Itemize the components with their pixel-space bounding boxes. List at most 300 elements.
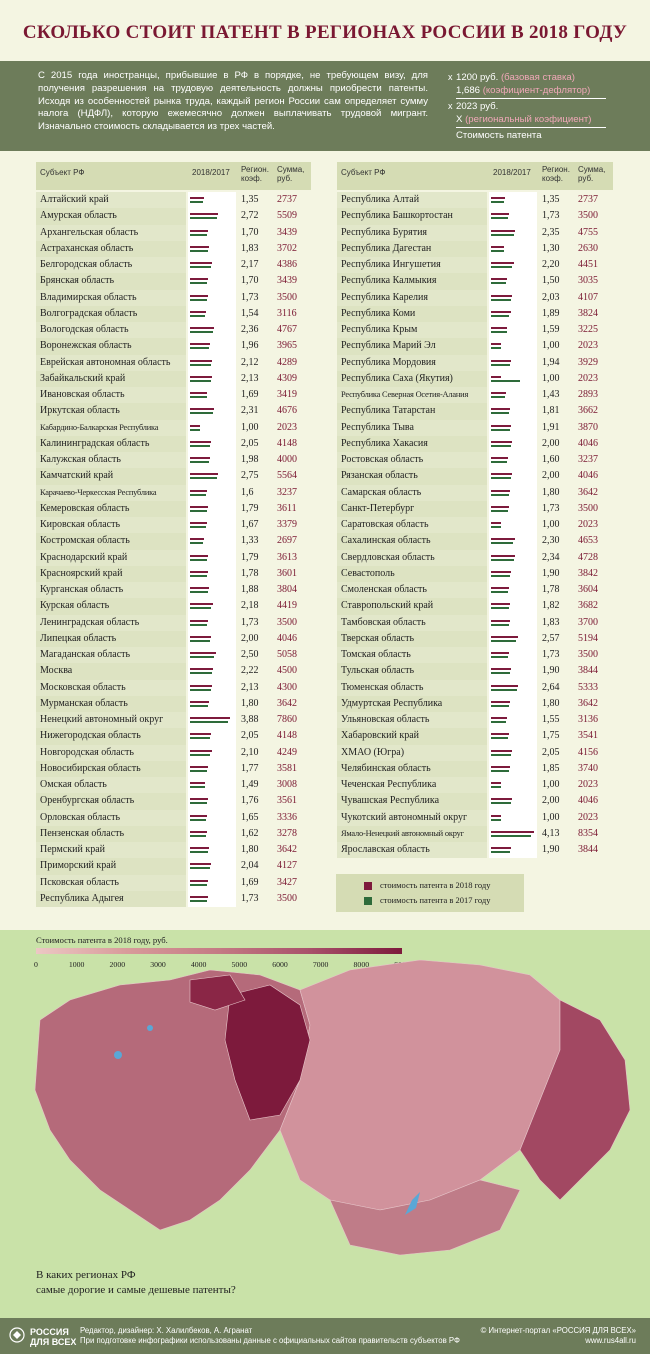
bar-zone [188, 712, 236, 728]
bar-2018 [190, 896, 208, 898]
coef-value: 1,50 [542, 275, 560, 287]
bar-zone [489, 517, 537, 533]
bar-2018 [190, 668, 213, 670]
bar-zone [489, 306, 537, 322]
bar-2018 [491, 701, 510, 703]
bar-2017 [491, 607, 509, 609]
sum-value: 3965 [277, 340, 297, 352]
coef-value: 2,00 [542, 437, 560, 449]
table-row [337, 225, 613, 241]
bar-2018 [491, 197, 505, 199]
coef-value: 1,54 [241, 307, 259, 319]
coef-value: 1,85 [542, 762, 560, 774]
coef-value: 2,00 [542, 795, 560, 807]
multiply-icon: x [448, 101, 453, 111]
bar-2017 [491, 266, 512, 268]
region-name: Рязанская область [341, 470, 418, 482]
region-name: Чувашская Республика [341, 795, 440, 807]
coef-value: 3,88 [241, 714, 259, 725]
sum-value: 5058 [277, 649, 297, 660]
region-name: Москва [40, 665, 73, 677]
bar-2018 [491, 798, 512, 800]
bar-2017 [491, 705, 509, 707]
coef-value: 1,83 [241, 242, 259, 254]
sum-value: 4728 [578, 551, 598, 563]
coef-value: 1,30 [542, 242, 560, 254]
bar-2018 [491, 311, 511, 313]
bar-2018 [491, 831, 534, 833]
sum-value: 3500 [578, 210, 598, 222]
bar-2017 [190, 477, 217, 479]
bar-zone [188, 777, 236, 793]
page-title: СКОЛЬКО СТОИТ ПАТЕНТ В РЕГИОНАХ РОССИИ В 2018 ГОДУ [22, 22, 628, 43]
region-name: Республика Тыва [341, 421, 414, 433]
coef-value: 1,75 [542, 730, 560, 742]
table-row [337, 338, 613, 354]
region-name: Республика Марий Эл [341, 340, 436, 352]
table-row [36, 290, 311, 306]
sum-value: 3601 [277, 567, 297, 579]
coef-value: 2,75 [241, 470, 259, 482]
coef-value: 1,89 [542, 307, 560, 319]
bar-2017 [491, 510, 508, 512]
bar-2017 [491, 445, 511, 447]
sum-value: 2023 [578, 811, 598, 823]
sum-value: 3561 [277, 795, 297, 807]
coef-value: 1,91 [542, 421, 560, 433]
region-name: Республика Крым [341, 324, 418, 335]
table-row [36, 550, 311, 566]
bar-2017 [491, 461, 507, 463]
coef-value: 1,77 [241, 762, 259, 774]
region-name: Липецкая область [40, 632, 117, 644]
bar-2018 [491, 636, 518, 638]
bar-2017 [491, 591, 508, 593]
bar-2017 [190, 445, 210, 447]
coef-value: 1,80 [241, 844, 259, 855]
sum-value: 4500 [277, 665, 297, 677]
table-row [36, 663, 311, 679]
sum-value: 4046 [277, 632, 297, 644]
table-row [36, 533, 311, 549]
bar-zone [188, 582, 236, 598]
bar-zone [188, 403, 236, 419]
sum-value: 3870 [578, 421, 598, 433]
bar-2018 [190, 766, 208, 768]
coef-value: 1,94 [542, 356, 560, 368]
logo-icon [8, 1326, 26, 1344]
table-row [36, 420, 311, 436]
region-name: Омская область [40, 779, 107, 790]
sum-value: 3842 [578, 567, 598, 579]
table-row [36, 680, 311, 696]
table-row [337, 485, 613, 501]
legend-label-2017: стоимость патента в 2017 году [380, 895, 491, 905]
table-row [337, 777, 613, 793]
bar-2017 [491, 786, 501, 788]
map-lake [114, 1051, 122, 1059]
region-name: Свердловская область [341, 551, 435, 563]
coef-value: 1,62 [241, 827, 259, 839]
bar-2017 [491, 526, 501, 528]
bar-2017 [491, 494, 509, 496]
bar-2017 [491, 542, 513, 544]
bar-2018 [491, 815, 501, 817]
table-row [337, 712, 613, 728]
region-name: Астраханская область [40, 242, 134, 254]
bar-2017 [491, 640, 516, 642]
bar-zone [188, 842, 236, 858]
sum-value: 2737 [578, 194, 598, 205]
bar-zone [188, 761, 236, 777]
table-row [337, 371, 613, 387]
map-region-siberia [280, 960, 560, 1210]
bar-2018 [190, 278, 208, 280]
bar-2017 [491, 331, 507, 333]
region-name: Республика Коми [341, 307, 416, 319]
coef-value: 1,96 [241, 340, 259, 352]
sum-value: 2023 [578, 779, 598, 790]
coef-value: 1,00 [542, 372, 560, 384]
region-name: Архангельская область [40, 226, 139, 238]
bar-2017 [190, 396, 207, 398]
table-left [36, 162, 311, 914]
bar-zone [489, 241, 537, 257]
table-right [337, 162, 613, 864]
table-row [337, 517, 613, 533]
bar-2018 [190, 343, 210, 345]
region-name: Челябинская область [341, 762, 431, 774]
sum-value: 4046 [578, 795, 598, 807]
region-name: Кабардино-Балкарская Республика [40, 422, 159, 432]
bar-zone [489, 225, 537, 241]
coef-value: 1,98 [241, 454, 259, 465]
coef-value: 1,90 [542, 567, 560, 579]
bar-2018 [190, 376, 212, 378]
region-name: Республика Татарстан [341, 405, 436, 417]
table-row [36, 241, 311, 257]
bar-zone [489, 745, 537, 761]
bar-zone [489, 777, 537, 793]
bar-zone [188, 810, 236, 826]
bar-2018 [491, 620, 510, 622]
coef-value: 2,50 [241, 649, 259, 660]
coef-value: 2,10 [241, 746, 259, 758]
table-row [36, 257, 311, 273]
sum-value: 2737 [277, 194, 297, 205]
sum-value: 4451 [578, 259, 598, 270]
bar-2018 [491, 441, 512, 443]
bar-2018 [190, 555, 208, 557]
bar-2017 [190, 819, 206, 821]
region-name: Мурманская область [40, 697, 128, 709]
region-name: Тульская область [341, 665, 415, 677]
sum-value: 3136 [578, 714, 598, 725]
coef-value: 1,73 [542, 649, 560, 660]
coef-value: 2,20 [542, 259, 560, 270]
table-row [36, 891, 311, 907]
sum-value: 3824 [578, 307, 598, 319]
bar-2018 [491, 555, 515, 557]
bar-2018 [491, 717, 507, 719]
table-row [36, 322, 311, 338]
scale-tick: 2000 [109, 960, 126, 969]
bar-2018 [190, 685, 212, 687]
region-name: Орловская область [40, 811, 121, 823]
sum-value: 3419 [277, 389, 297, 400]
bar-zone [188, 647, 236, 663]
sum-value: 3008 [277, 779, 297, 790]
scale-tick: 4000 [190, 960, 207, 969]
sum-value: 4046 [578, 437, 598, 449]
bar-2017 [190, 591, 208, 593]
bar-2017 [190, 510, 207, 512]
bar-2018 [190, 213, 218, 215]
bar-2017 [190, 689, 211, 691]
region-name: Краснодарский край [40, 551, 128, 563]
bar-2018 [190, 571, 208, 573]
intro-text: С 2015 года иностранцы, прибывшие в РФ в порядке, не требующем визу, для получения разрешения на трудовую деятельность должны приобрести патенты. Исходя из особенностей рынка труда, каждый регион России сам определяет сумму налога (НДФЛ), которую ежемесячно должен выплачивать трудовой мигрант. Изначально стоимость складывается из трех частей. [38, 70, 428, 133]
bar-2017 [491, 770, 509, 772]
sum-value: 3541 [578, 730, 598, 742]
bar-2017 [491, 851, 510, 853]
bar-zone [489, 566, 537, 582]
bar-zone [188, 355, 236, 371]
bar-zone [489, 290, 537, 306]
bar-2018 [491, 652, 509, 654]
bar-2018 [190, 847, 209, 849]
sum-value: 4000 [277, 454, 297, 465]
sum-value: 3700 [578, 616, 598, 628]
bar-2017 [190, 754, 210, 756]
bar-2017 [190, 640, 210, 642]
bar-zone [489, 420, 537, 436]
bar-2017 [190, 559, 207, 561]
region-name: Новосибирская область [40, 762, 141, 774]
region-name: Волгоградская область [40, 307, 138, 319]
coef-value: 2,05 [542, 746, 560, 758]
bar-zone [188, 208, 236, 224]
bar-zone [188, 696, 236, 712]
table-row [337, 810, 613, 826]
scale-tick: 0 [34, 960, 38, 969]
bar-2017 [491, 250, 504, 252]
header-subject: Субъект РФ [341, 168, 386, 177]
bar-2017 [491, 315, 509, 317]
region-name: Приморский край [40, 860, 117, 872]
table-row [36, 842, 311, 858]
bar-zone [188, 745, 236, 761]
bar-2017 [190, 672, 212, 674]
table-row [337, 663, 613, 679]
bar-2017 [190, 201, 203, 203]
region-name: Республика Бурятия [341, 226, 428, 238]
bar-2018 [491, 766, 510, 768]
bar-2017 [491, 721, 506, 723]
bar-zone [188, 338, 236, 354]
bar-zone [188, 436, 236, 452]
legend-label-2018: стоимость патента в 2018 году [380, 880, 491, 890]
coef-value: 1,73 [542, 502, 560, 514]
region-name: Саратовская область [341, 519, 429, 530]
coef-value: 1,69 [241, 876, 259, 888]
table-row [36, 582, 311, 598]
bar-2018 [491, 685, 518, 687]
region-name: Нижегородская область [40, 730, 141, 742]
bar-zone [489, 436, 537, 452]
bar-2017 [190, 315, 205, 317]
region-name: Республика Саха (Якутия) [341, 372, 453, 384]
bar-2018 [491, 668, 511, 670]
region-name: Иркутская область [40, 405, 120, 417]
scale-title: Стоимость патента в 2018 году, руб. [36, 935, 168, 945]
coef-value: 1,00 [542, 519, 560, 530]
sum-value: 5194 [578, 632, 598, 644]
bar-2018 [491, 733, 509, 735]
coef-value: 1,35 [241, 194, 259, 205]
region-name: Владимирская область [40, 291, 137, 303]
sum-value: 3844 [578, 665, 598, 677]
site-link[interactable]: www.rus4all.ru [585, 1336, 636, 1345]
table-row [337, 647, 613, 663]
bar-2018 [491, 587, 509, 589]
region-name: Пермский край [40, 844, 105, 855]
bar-2018 [491, 522, 501, 524]
bar-2018 [190, 636, 211, 638]
bar-2018 [491, 847, 511, 849]
sum-value: 3500 [578, 502, 598, 514]
bar-zone [489, 663, 537, 679]
bar-2017 [190, 494, 206, 496]
table-row [36, 728, 311, 744]
region-name: Самарская область [341, 486, 422, 498]
table-row [36, 452, 311, 468]
table-row [337, 696, 613, 712]
region-name: Севастополь [341, 567, 395, 579]
table-row [337, 680, 613, 696]
formula [450, 71, 640, 142]
region-name: Хабаровский край [341, 730, 419, 742]
region-name: Курская область [40, 600, 110, 612]
table-row [337, 631, 613, 647]
sum-value: 3500 [277, 291, 297, 303]
bar-2018 [190, 798, 208, 800]
sum-value: 3439 [277, 275, 297, 287]
sum-value: 4107 [578, 291, 598, 303]
region-name: Республика Хакасия [341, 437, 428, 449]
coef-value: 4,13 [542, 827, 560, 839]
table-row [337, 420, 613, 436]
table-row [337, 241, 613, 257]
table-row [36, 598, 311, 614]
bar-zone [489, 355, 537, 371]
bar-2017 [190, 542, 203, 544]
coef-value: 1,00 [542, 779, 560, 790]
sum-value: 4676 [277, 405, 297, 417]
table-row [36, 745, 311, 761]
bar-2017 [491, 689, 517, 691]
bar-2017 [491, 234, 514, 236]
coef-value: 1,81 [542, 405, 560, 417]
table-row [36, 810, 311, 826]
bar-zone [489, 826, 537, 842]
bar-zone [489, 468, 537, 484]
coef-value: 1,49 [241, 779, 259, 790]
region-name: Курганская область [40, 584, 124, 595]
coef-value: 1,43 [542, 389, 560, 400]
sum-value: 4767 [277, 324, 297, 335]
table-row [36, 631, 311, 647]
bar-2018 [190, 717, 230, 719]
portal-info: © Интернет-портал «РОССИЯ ДЛЯ ВСЕХ» www.rus4all.ru [480, 1326, 636, 1345]
bar-zone [188, 858, 236, 874]
sum-value: 2023 [578, 519, 598, 530]
coef-value: 2,03 [542, 291, 560, 303]
sum-value: 3116 [277, 307, 297, 319]
region-name: ХМАО (Югра) [341, 746, 405, 758]
bar-zone [489, 696, 537, 712]
bar-2018 [190, 441, 211, 443]
bar-zone [188, 550, 236, 566]
bar-2018 [491, 327, 507, 329]
sum-value: 3278 [277, 827, 297, 839]
bar-zone [489, 208, 537, 224]
bar-2017 [190, 721, 228, 723]
bar-2018 [190, 230, 208, 232]
table-row [337, 322, 613, 338]
region-name: Ленинградская область [40, 616, 140, 628]
coef-value: 1,70 [241, 226, 259, 238]
header-ratio: 2018/2017 [192, 168, 230, 177]
bar-zone [489, 761, 537, 777]
coef-value: 1,73 [241, 892, 259, 904]
bar-2018 [491, 750, 512, 752]
sum-value: 3035 [578, 275, 598, 287]
russia-map [0, 930, 650, 1318]
coef-value: 2,36 [241, 324, 259, 335]
table-row [36, 338, 311, 354]
coef-value: 2,72 [241, 210, 259, 222]
table-row [36, 225, 311, 241]
bar-2018 [190, 327, 214, 329]
table-row [36, 777, 311, 793]
bar-zone [188, 680, 236, 696]
bar-zone [188, 241, 236, 257]
bar-2017 [190, 867, 210, 869]
question-line-2: самые дорогие и самые дешевые патенты? [36, 1284, 236, 1296]
region-name: Удмуртская Республика [341, 697, 443, 709]
bar-zone [489, 501, 537, 517]
bar-2018 [190, 506, 208, 508]
bar-zone [188, 371, 236, 387]
bar-zone [188, 631, 236, 647]
bar-2017 [491, 380, 520, 382]
bar-2017 [190, 266, 211, 268]
region-name: Алтайский край [40, 194, 109, 205]
sum-value: 2697 [277, 535, 297, 547]
bar-zone [489, 647, 537, 663]
bar-zone [188, 322, 236, 338]
table-header [337, 162, 613, 190]
bar-zone [489, 712, 537, 728]
bar-2018 [190, 815, 207, 817]
bar-2018 [190, 603, 213, 605]
bar-2017 [491, 624, 509, 626]
sum-value: 3929 [578, 356, 598, 368]
bar-zone [489, 615, 537, 631]
bar-zone [188, 225, 236, 241]
table-row [337, 728, 613, 744]
